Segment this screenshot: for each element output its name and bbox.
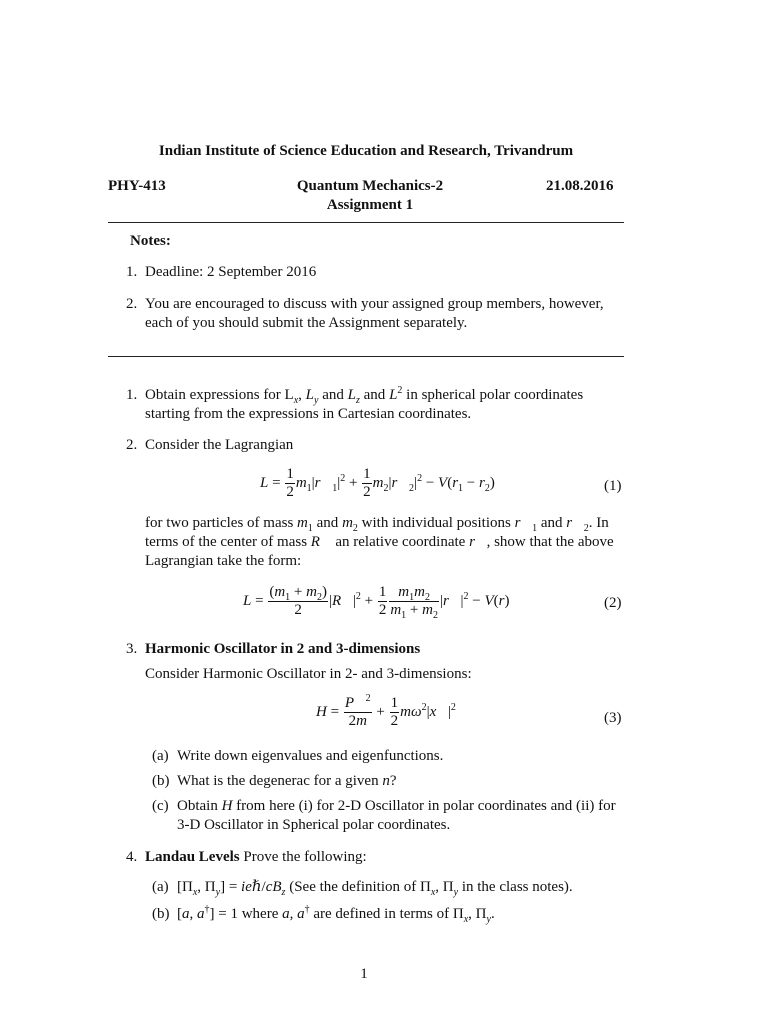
assignment-date: 21.08.2016 [546, 178, 614, 194]
note-number: 1. [126, 264, 138, 280]
header-rule [108, 222, 624, 223]
problem-number: 2. [126, 437, 138, 453]
problem-2-text-line-1: for two particles of mass $m_1$ and $m_2$ with individual positions $r⃗_1$ and $r⃗_2$. In [145, 515, 609, 534]
equation-number: (1) [604, 478, 622, 494]
problem-4-title: Landau Levels [145, 849, 240, 865]
problem-1-line-1: Obtain expressions for $L_x$, $L_y$ and $L_z$ and $L^2$ in spherical polar coordinates [145, 385, 584, 406]
problem-number: 4. [126, 849, 138, 865]
part-label: (b) [152, 773, 170, 789]
problem-4-heading: Landau Levels Prove the following: [145, 849, 367, 865]
problem-3c-text: Obtain H from here (i) for 2-D Oscillator in polar coordinates and (ii) for 3-D Oscillator in Spherical polar coordinates. [177, 798, 616, 833]
center-of-mass-lagrangian-equation: L = $\frac{(m_1 + m_2)}{2}$ $|R⃗|^2$ + $\frac{1}{2}$ $\frac{m_1m_2}{m_1 + m_2}$ $|r⃗|^2 - V(r)$ [243, 584, 510, 621]
course-code: PHY-413 [108, 178, 166, 194]
problem-2-intro: Consider the Lagrangian [145, 437, 294, 453]
note-number: 2. [126, 296, 138, 312]
problem-2-text-line-2: terms of the center of mass R⃗ an relative coordinate r⃗, show that the above [145, 534, 614, 550]
note-deadline: Deadline: 2 September 2016 [145, 264, 317, 280]
problem-4a-text: [$\Pi_x$, $\Pi_y$] = ieℏ/$cB_z$ (See the definition of $\Pi_x$, $\Pi_y$ in the class notes). [177, 879, 573, 898]
institute-name: Indian Institute of Science Education and Research, Trivandrum [158, 143, 574, 159]
problem-3-title: Harmonic Oscillator in 2 and 3-dimensions [145, 641, 421, 657]
part-label: (b) [152, 906, 170, 922]
part-label: (a) [152, 748, 169, 764]
equation-number: (2) [604, 595, 622, 611]
problem-3-intro: Consider Harmonic Oscillator in 2- and 3-dimensions: [145, 666, 472, 682]
problem-3a-text: Write down eigenvalues and eigenfunctions. [177, 748, 444, 764]
page-number: 1 [360, 966, 368, 982]
problem-4b-text: [a, a†] = 1 where a, a† are defined in terms of $\Pi_x$, $\Pi_y$. [177, 904, 495, 925]
note-discussion: You are encouraged to discuss with your assigned group members, however, each of you should submit the Assignment separately. [145, 296, 604, 331]
lagrangian-equation: L = $\frac{1}{2}$ $m_1|r⃗_1|^2$ + $\frac{1}{2}$ $m_2|r⃗_2|^2 - V(r_1 - r_2)$ [260, 466, 495, 500]
assignment-title: Assignment 1 [326, 197, 414, 213]
course-title: Quantum Mechanics-2 [296, 178, 444, 194]
problem-number: 3. [126, 641, 138, 657]
part-label: (c) [152, 798, 169, 814]
hamiltonian-equation: H = $\frac{P⃗^2}{2m}$ + $\frac{1}{2}$ $m\omega^2|x⃗|^2$ [316, 693, 456, 729]
part-label: (a) [152, 879, 169, 895]
notes-heading: Notes: [130, 233, 171, 249]
problem-3b-text: What is the degenerac for a given n? [177, 773, 397, 789]
notes-rule [108, 356, 624, 357]
problem-number: 1. [126, 387, 138, 403]
problem-2-text-line-3: Lagrangian take the form: [145, 553, 302, 569]
problem-1-line-2: starting from the expressions in Cartesian coordinates. [145, 406, 472, 422]
equation-number: (3) [604, 710, 622, 726]
